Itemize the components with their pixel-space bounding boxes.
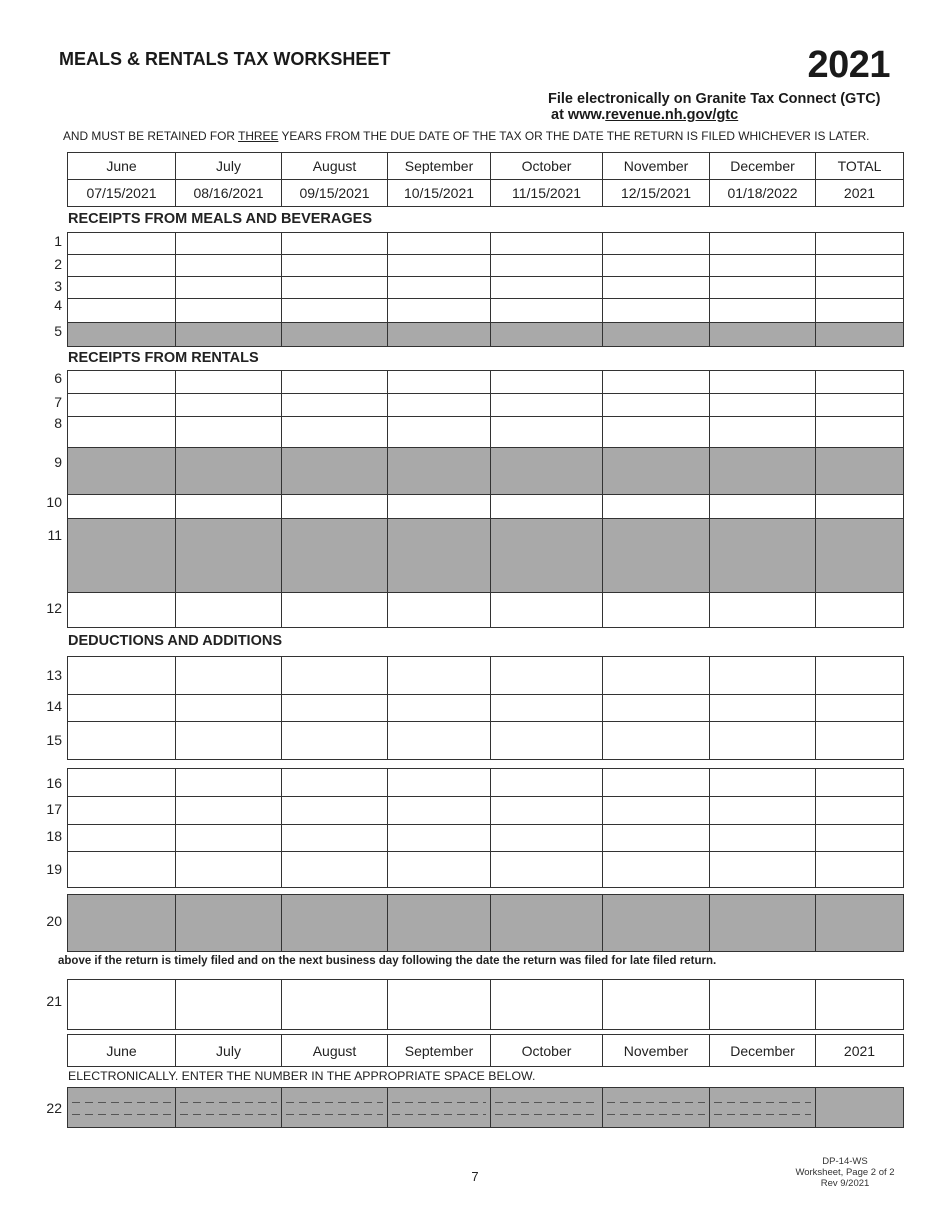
entry-cell[interactable] <box>176 980 282 1030</box>
entry-cell[interactable] <box>491 852 603 888</box>
entry-cell[interactable] <box>388 394 491 417</box>
entry-cell[interactable] <box>68 394 176 417</box>
entry-cell[interactable] <box>388 417 491 448</box>
entry-cell[interactable] <box>491 722 603 760</box>
entry-cell[interactable] <box>710 852 816 888</box>
entry-cell[interactable] <box>68 769 176 797</box>
entry-cell[interactable] <box>603 299 710 323</box>
entry-cell[interactable] <box>816 417 904 448</box>
entry-cell[interactable] <box>603 657 710 695</box>
month-label: November <box>603 1035 710 1067</box>
entry-cell[interactable] <box>68 695 176 722</box>
entry-cell[interactable] <box>603 417 710 448</box>
entry-row <box>68 448 904 495</box>
line-number: 12 <box>46 600 62 616</box>
shaded-cell <box>491 895 603 952</box>
entry-cell[interactable] <box>282 722 388 760</box>
entry-cell[interactable] <box>816 233 904 255</box>
shaded-cell <box>68 323 176 347</box>
entry-cell[interactable] <box>491 980 603 1030</box>
entry-cell[interactable] <box>388 233 491 255</box>
shaded-cell <box>388 895 491 952</box>
entry-cell[interactable] <box>710 657 816 695</box>
entry-cell[interactable] <box>816 797 904 825</box>
entry-cell[interactable] <box>282 277 388 299</box>
digit-entry-cell[interactable] <box>603 1088 710 1128</box>
digit-dash-guides <box>286 1098 383 1118</box>
entry-cell[interactable] <box>710 495 816 519</box>
entry-cell[interactable] <box>68 417 176 448</box>
entry-cell[interactable] <box>491 233 603 255</box>
entry-cell[interactable] <box>176 371 282 394</box>
month-label: August <box>282 153 388 180</box>
entry-cell[interactable] <box>68 371 176 394</box>
entry-cell[interactable] <box>68 299 176 323</box>
shaded-cell <box>603 519 710 593</box>
shaded-cell <box>68 448 176 495</box>
line-21-table <box>67 979 904 1030</box>
shaded-cell <box>282 323 388 347</box>
entry-cell[interactable] <box>816 825 904 852</box>
entry-row <box>68 769 904 797</box>
month-label: September <box>388 1035 491 1067</box>
month-label: July <box>176 153 282 180</box>
entry-row <box>68 233 904 255</box>
entry-cell[interactable] <box>816 722 904 760</box>
entry-cell[interactable] <box>176 233 282 255</box>
entry-row <box>68 825 904 852</box>
line-number: 8 <box>54 415 62 431</box>
entry-row <box>68 323 904 347</box>
form-footer <box>790 1156 900 1189</box>
digit-dash-guides <box>72 1098 170 1118</box>
entry-cell[interactable] <box>816 852 904 888</box>
shaded-cell <box>491 323 603 347</box>
shaded-cell <box>388 323 491 347</box>
entry-cell[interactable] <box>176 495 282 519</box>
entry-cell[interactable] <box>388 722 491 760</box>
month-row <box>68 153 904 180</box>
shaded-cell <box>282 519 388 593</box>
due-date: 01/18/2022 <box>710 180 816 207</box>
filing-url-link[interactable]: revenue.nh.gov/gtc <box>605 107 739 123</box>
shaded-cell <box>816 895 904 952</box>
entry-cell[interactable] <box>282 233 388 255</box>
due-date-row <box>68 180 904 207</box>
page-number: 7 <box>471 1169 479 1184</box>
bottom-month-row <box>68 1035 904 1067</box>
entry-cell[interactable] <box>388 371 491 394</box>
rentals-table <box>67 370 904 628</box>
retention-three: THREE <box>238 129 279 143</box>
shaded-cell <box>710 323 816 347</box>
meals-table <box>67 232 904 347</box>
entry-cell[interactable] <box>710 695 816 722</box>
shaded-cell <box>710 519 816 593</box>
section-meals-heading: RECEIPTS FROM MEALS AND BEVERAGES <box>68 211 372 227</box>
entry-cell[interactable] <box>603 852 710 888</box>
entry-cell[interactable] <box>176 417 282 448</box>
entry-cell[interactable] <box>491 277 603 299</box>
month-label: October <box>491 1035 603 1067</box>
entry-row <box>68 722 904 760</box>
month-label: August <box>282 1035 388 1067</box>
digit-dash-guides <box>607 1098 705 1118</box>
entry-cell[interactable] <box>816 495 904 519</box>
entry-cell[interactable] <box>388 657 491 695</box>
retention-post: YEARS FROM THE DUE DATE OF THE TAX OR THE DATE THE RETURN IS FILED WHICHEVER IS LATER. <box>278 129 870 143</box>
entry-cell[interactable] <box>603 277 710 299</box>
shaded-cell <box>603 448 710 495</box>
line-number: 6 <box>54 370 62 386</box>
entry-cell[interactable] <box>282 657 388 695</box>
entry-cell[interactable] <box>176 593 282 628</box>
entry-cell[interactable] <box>603 495 710 519</box>
entry-cell[interactable] <box>388 797 491 825</box>
entry-cell[interactable] <box>710 277 816 299</box>
digit-dash-guides <box>495 1098 597 1118</box>
entry-cell[interactable] <box>282 825 388 852</box>
entry-cell[interactable] <box>816 371 904 394</box>
line-number: 14 <box>46 698 62 714</box>
entry-cell[interactable] <box>176 277 282 299</box>
entry-cell[interactable] <box>491 657 603 695</box>
entry-cell[interactable] <box>388 593 491 628</box>
entry-row <box>68 255 904 277</box>
entry-cell[interactable] <box>176 852 282 888</box>
shaded-cell <box>491 519 603 593</box>
entry-row <box>68 371 904 394</box>
line-20-table <box>67 894 904 952</box>
entry-cell[interactable] <box>816 980 904 1030</box>
entry-cell[interactable] <box>68 233 176 255</box>
filing-url-prefix: at www. <box>551 107 606 123</box>
entry-cell[interactable] <box>176 657 282 695</box>
entry-row <box>68 895 904 952</box>
entry-cell[interactable] <box>282 495 388 519</box>
entry-cell[interactable] <box>68 980 176 1030</box>
entry-cell[interactable] <box>603 233 710 255</box>
line-number: 10 <box>46 494 62 510</box>
line-number: 21 <box>46 993 62 1009</box>
interest-note: above if the return is timely filed and on the next business day following the date the return was filed for late filed return. <box>58 955 717 967</box>
entry-cell[interactable] <box>491 371 603 394</box>
shaded-cell <box>816 448 904 495</box>
month-label: November <box>603 153 710 180</box>
entry-cell[interactable] <box>388 495 491 519</box>
entry-row <box>68 394 904 417</box>
entry-cell[interactable] <box>816 277 904 299</box>
tax-year: 2021 <box>807 44 890 86</box>
line-number: 18 <box>46 828 62 844</box>
entry-cell[interactable] <box>68 852 176 888</box>
revision: Rev 9/2021 <box>820 1178 870 1189</box>
entry-cell[interactable] <box>388 980 491 1030</box>
entry-cell[interactable] <box>176 797 282 825</box>
entry-cell[interactable] <box>816 394 904 417</box>
month-label: TOTAL <box>816 153 904 180</box>
electronic-note: ELECTRONICALLY. ENTER THE NUMBER IN THE APPROPRIATE SPACE BELOW. <box>68 1069 536 1083</box>
digit-entry-cell[interactable] <box>282 1088 388 1128</box>
month-label: July <box>176 1035 282 1067</box>
entry-cell[interactable] <box>710 233 816 255</box>
shaded-cell <box>176 519 282 593</box>
month-label: 2021 <box>816 1035 904 1067</box>
entry-cell[interactable] <box>282 394 388 417</box>
line-number: 7 <box>54 394 62 410</box>
entry-cell[interactable] <box>282 417 388 448</box>
digit-entry-cell[interactable] <box>388 1088 491 1128</box>
due-date: 2021 <box>816 180 904 207</box>
shaded-cell <box>176 895 282 952</box>
line-number: 1 <box>54 233 62 249</box>
entry-cell[interactable] <box>176 255 282 277</box>
due-date: 10/15/2021 <box>388 180 491 207</box>
entry-cell[interactable] <box>68 495 176 519</box>
entry-cell[interactable] <box>816 255 904 277</box>
entry-cell[interactable] <box>491 797 603 825</box>
entry-cell[interactable] <box>282 980 388 1030</box>
shaded-cell <box>710 448 816 495</box>
line-number: 22 <box>46 1100 62 1116</box>
retention-pre: AND MUST BE RETAINED FOR <box>63 129 239 143</box>
entry-cell[interactable] <box>68 825 176 852</box>
entry-row <box>68 695 904 722</box>
due-date: 08/16/2021 <box>176 180 282 207</box>
section-rentals-heading: RECEIPTS FROM RENTALS <box>68 350 259 366</box>
entry-cell[interactable] <box>176 722 282 760</box>
line-number: 5 <box>54 323 62 339</box>
line-number: 11 <box>47 527 62 543</box>
entry-cell[interactable] <box>603 722 710 760</box>
entry-cell[interactable] <box>282 371 388 394</box>
line-22-row <box>68 1088 904 1128</box>
total-cell <box>816 1088 904 1128</box>
line-number: 16 <box>46 775 62 791</box>
entry-row <box>68 852 904 888</box>
entry-cell[interactable] <box>816 695 904 722</box>
shaded-cell <box>176 323 282 347</box>
digit-dash-guides <box>180 1098 277 1118</box>
entry-cell[interactable] <box>816 299 904 323</box>
month-label: October <box>491 153 603 180</box>
line-number: 17 <box>46 801 62 817</box>
digit-dash-guides <box>714 1098 811 1118</box>
filing-url-line <box>551 107 738 123</box>
entry-cell[interactable] <box>491 769 603 797</box>
entry-row <box>68 593 904 628</box>
shaded-cell <box>491 448 603 495</box>
entry-cell[interactable] <box>68 657 176 695</box>
entry-cell[interactable] <box>68 277 176 299</box>
line-22-table <box>67 1087 904 1128</box>
entry-cell[interactable] <box>603 769 710 797</box>
entry-cell[interactable] <box>282 769 388 797</box>
entry-cell[interactable] <box>176 394 282 417</box>
entry-cell[interactable] <box>388 825 491 852</box>
entry-cell[interactable] <box>176 299 282 323</box>
line-number: 4 <box>54 297 62 313</box>
entry-cell[interactable] <box>68 255 176 277</box>
shaded-cell <box>710 895 816 952</box>
filing-instruction: File electronically on Granite Tax Connect (GTC) <box>548 91 881 107</box>
line-number: 3 <box>54 278 62 294</box>
entry-cell[interactable] <box>710 769 816 797</box>
entry-cell[interactable] <box>710 825 816 852</box>
entry-row <box>68 299 904 323</box>
shaded-cell <box>388 448 491 495</box>
month-label: September <box>388 153 491 180</box>
entry-cell[interactable] <box>388 695 491 722</box>
entry-row <box>68 657 904 695</box>
section-deductions-heading: DEDUCTIONS AND ADDITIONS <box>68 633 283 649</box>
entry-cell[interactable] <box>710 299 816 323</box>
bottom-month-table <box>67 1034 904 1067</box>
line-number: 13 <box>46 667 62 683</box>
entry-cell[interactable] <box>710 722 816 760</box>
shaded-cell <box>282 895 388 952</box>
deductions-table-b <box>67 768 904 888</box>
deductions-table-a <box>67 656 904 760</box>
entry-cell[interactable] <box>388 255 491 277</box>
entry-cell[interactable] <box>603 255 710 277</box>
shaded-cell <box>282 448 388 495</box>
page-info: Worksheet, Page 2 of 2 <box>795 1167 895 1178</box>
entry-cell[interactable] <box>603 371 710 394</box>
entry-cell[interactable] <box>176 825 282 852</box>
entry-row <box>68 797 904 825</box>
entry-cell[interactable] <box>282 695 388 722</box>
entry-row <box>68 495 904 519</box>
entry-cell[interactable] <box>710 980 816 1030</box>
entry-cell[interactable] <box>710 371 816 394</box>
entry-cell[interactable] <box>282 852 388 888</box>
entry-row <box>68 417 904 448</box>
entry-cell[interactable] <box>282 299 388 323</box>
shaded-cell <box>68 895 176 952</box>
entry-cell[interactable] <box>491 299 603 323</box>
digit-dash-guides <box>392 1098 486 1118</box>
entry-cell[interactable] <box>603 394 710 417</box>
entry-cell[interactable] <box>491 695 603 722</box>
line-number: 2 <box>54 256 62 272</box>
entry-cell[interactable] <box>603 980 710 1030</box>
month-label: December <box>710 1035 816 1067</box>
entry-row <box>68 519 904 593</box>
form-id: DP-14-WS <box>822 1156 868 1167</box>
line-number: 19 <box>46 861 62 877</box>
due-date: 09/15/2021 <box>282 180 388 207</box>
due-date: 11/15/2021 <box>491 180 603 207</box>
entry-cell[interactable] <box>388 769 491 797</box>
entry-cell[interactable] <box>176 769 282 797</box>
entry-cell[interactable] <box>388 277 491 299</box>
entry-cell[interactable] <box>603 825 710 852</box>
entry-cell[interactable] <box>388 852 491 888</box>
entry-row <box>68 980 904 1030</box>
month-header-table <box>67 152 904 207</box>
entry-cell[interactable] <box>816 769 904 797</box>
digit-entry-cell[interactable] <box>710 1088 816 1128</box>
entry-cell[interactable] <box>491 825 603 852</box>
shaded-cell <box>603 323 710 347</box>
entry-cell[interactable] <box>816 593 904 628</box>
entry-cell[interactable] <box>603 797 710 825</box>
entry-cell[interactable] <box>282 255 388 277</box>
digit-entry-cell[interactable] <box>68 1088 176 1128</box>
entry-cell[interactable] <box>68 722 176 760</box>
entry-cell[interactable] <box>710 797 816 825</box>
entry-cell[interactable] <box>710 255 816 277</box>
entry-cell[interactable] <box>282 797 388 825</box>
shaded-cell <box>603 895 710 952</box>
shaded-cell <box>68 519 176 593</box>
digit-entry-cell[interactable] <box>176 1088 282 1128</box>
entry-cell[interactable] <box>491 593 603 628</box>
entry-cell[interactable] <box>491 417 603 448</box>
entry-cell[interactable] <box>710 593 816 628</box>
shaded-cell <box>176 448 282 495</box>
month-label: June <box>68 153 176 180</box>
entry-cell[interactable] <box>816 657 904 695</box>
digit-entry-cell[interactable] <box>491 1088 603 1128</box>
due-date: 12/15/2021 <box>603 180 710 207</box>
line-number: 20 <box>46 913 62 929</box>
entry-cell[interactable] <box>282 593 388 628</box>
entry-cell[interactable] <box>68 797 176 825</box>
month-label: June <box>68 1035 176 1067</box>
worksheet-title: MEALS & RENTALS TAX WORKSHEET <box>59 49 391 69</box>
entry-cell[interactable] <box>603 593 710 628</box>
line-number: 15 <box>46 732 62 748</box>
entry-cell[interactable] <box>388 299 491 323</box>
retention-notice <box>63 129 869 143</box>
entry-cell[interactable] <box>710 394 816 417</box>
entry-cell[interactable] <box>491 495 603 519</box>
shaded-cell <box>816 323 904 347</box>
entry-row <box>68 277 904 299</box>
entry-cell[interactable] <box>603 695 710 722</box>
entry-cell[interactable] <box>491 394 603 417</box>
month-label: December <box>710 153 816 180</box>
line-number: 9 <box>54 454 62 470</box>
shaded-cell <box>388 519 491 593</box>
due-date: 07/15/2021 <box>68 180 176 207</box>
entry-cell[interactable] <box>710 417 816 448</box>
entry-cell[interactable] <box>491 255 603 277</box>
entry-cell[interactable] <box>68 593 176 628</box>
entry-cell[interactable] <box>176 695 282 722</box>
shaded-cell <box>816 519 904 593</box>
